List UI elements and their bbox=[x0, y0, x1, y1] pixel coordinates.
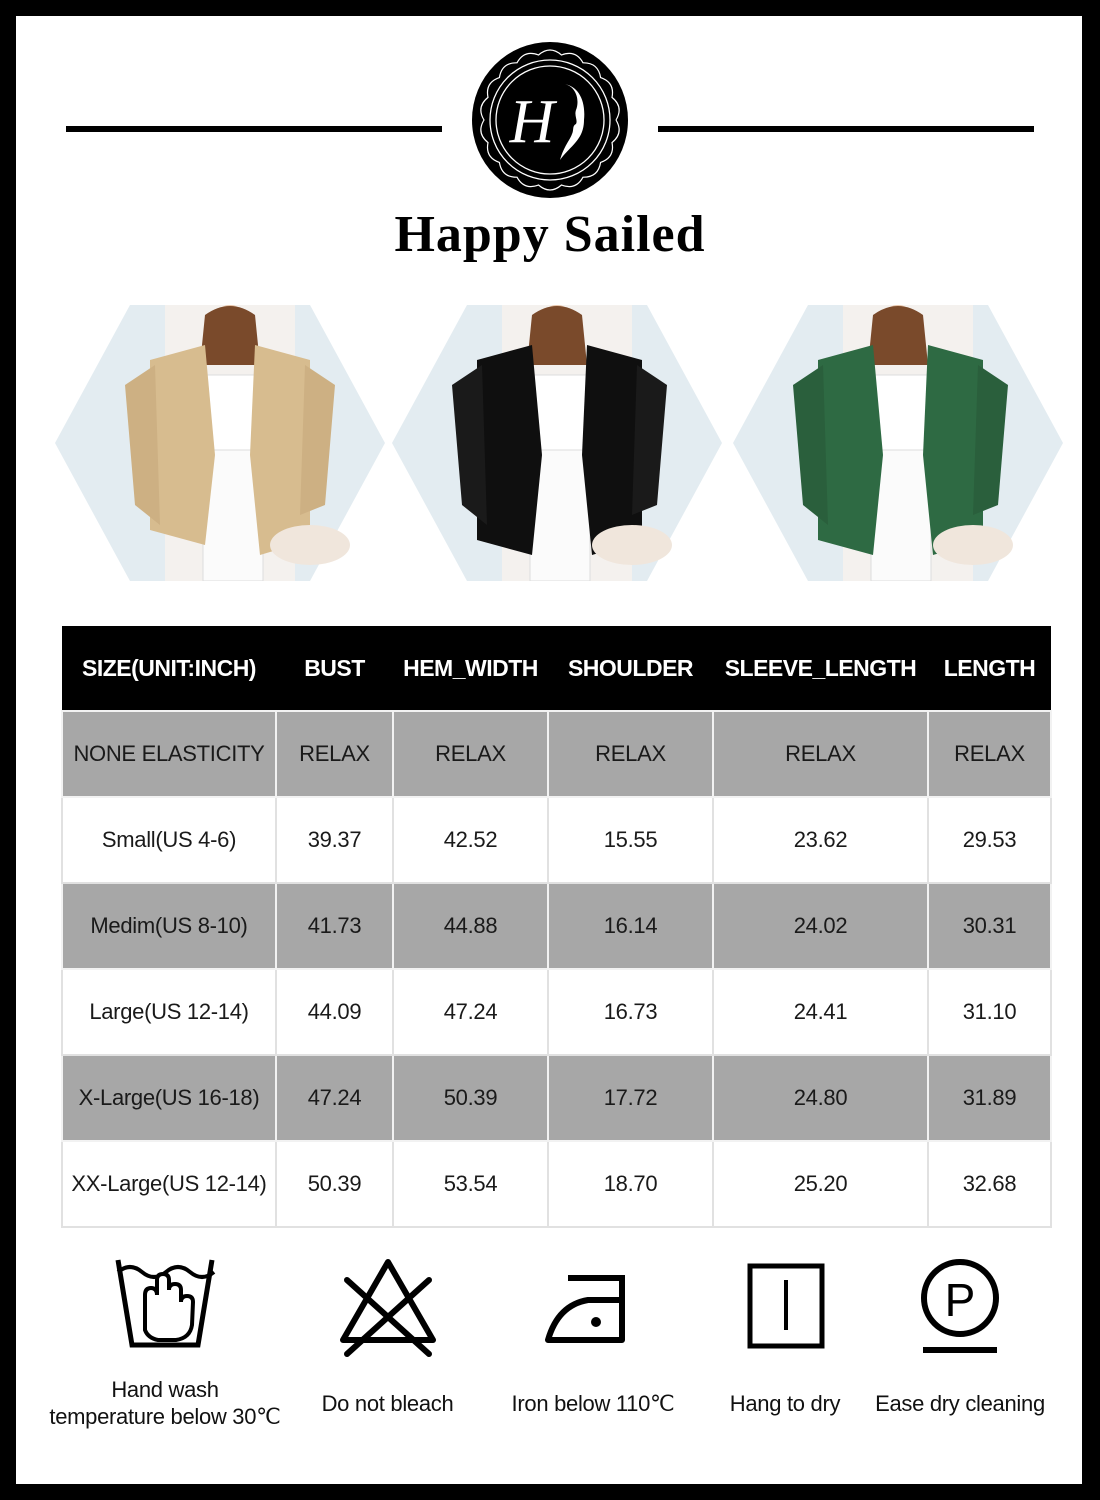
iron-icon bbox=[538, 1250, 648, 1360]
table-cell: 47.24 bbox=[276, 1055, 393, 1141]
header-hem-width: HEM_WIDTH bbox=[393, 626, 548, 711]
table-cell: XX-Large(US 12-14) bbox=[62, 1141, 276, 1227]
table-cell: 17.72 bbox=[548, 1055, 713, 1141]
table-cell: 16.73 bbox=[548, 969, 713, 1055]
care-iron bbox=[498, 1250, 688, 1417]
table-cell: 16.14 bbox=[548, 883, 713, 969]
table-cell: 41.73 bbox=[276, 883, 393, 969]
product-photo-black bbox=[392, 305, 722, 581]
header-size: SIZE(UNIT:INCH) bbox=[62, 626, 276, 711]
table-row bbox=[62, 797, 1051, 883]
dry-clean-icon bbox=[905, 1250, 1015, 1360]
care-label: Iron below 110℃ bbox=[511, 1391, 675, 1416]
table-cell: 24.80 bbox=[713, 1055, 928, 1141]
care-label: Hang to dry bbox=[729, 1391, 841, 1416]
no-bleach-icon bbox=[333, 1250, 443, 1360]
table-cell: RELAX bbox=[393, 711, 548, 797]
header-bust: BUST bbox=[276, 626, 393, 711]
header-rule-right bbox=[658, 126, 1034, 132]
table-row bbox=[62, 1141, 1051, 1227]
table-row bbox=[62, 969, 1051, 1055]
brand-logo bbox=[472, 42, 628, 198]
hang-dry-icon bbox=[730, 1250, 840, 1360]
table-cell: 15.55 bbox=[548, 797, 713, 883]
care-dry-clean bbox=[860, 1250, 1060, 1417]
table-cell: 32.68 bbox=[928, 1141, 1051, 1227]
table-cell: X-Large(US 16-18) bbox=[62, 1055, 276, 1141]
table-cell: 31.89 bbox=[928, 1055, 1051, 1141]
care-hand-wash bbox=[40, 1250, 290, 1430]
table-cell: 29.53 bbox=[928, 797, 1051, 883]
table-cell: 39.37 bbox=[276, 797, 393, 883]
product-photo-khaki bbox=[55, 305, 385, 581]
table-cell: 44.09 bbox=[276, 969, 393, 1055]
table-cell: RELAX bbox=[548, 711, 713, 797]
table-cell: NONE ELASTICITY bbox=[62, 711, 276, 797]
svg-text:H: H bbox=[509, 88, 555, 156]
table-row bbox=[62, 711, 1051, 797]
table-cell: 23.62 bbox=[713, 797, 928, 883]
table-cell: 50.39 bbox=[393, 1055, 548, 1141]
table-cell: 31.10 bbox=[928, 969, 1051, 1055]
care-label: temperature below 30℃ bbox=[49, 1404, 281, 1429]
svg-text:P: P bbox=[944, 1274, 976, 1326]
table-cell: RELAX bbox=[713, 711, 928, 797]
table-cell: 18.70 bbox=[548, 1141, 713, 1227]
header-rule-left bbox=[66, 126, 442, 132]
care-hang-dry bbox=[710, 1250, 860, 1417]
care-label: Hand wash bbox=[111, 1377, 219, 1402]
table-cell: 25.20 bbox=[713, 1141, 928, 1227]
table-cell: Medim(US 8-10) bbox=[62, 883, 276, 969]
table-cell: 30.31 bbox=[928, 883, 1051, 969]
table-cell: RELAX bbox=[276, 711, 393, 797]
header-sleeve-length: SLEEVE_LENGTH bbox=[713, 626, 928, 711]
header-length: LENGTH bbox=[928, 626, 1051, 711]
hand-wash-icon bbox=[110, 1250, 220, 1360]
size-chart-table bbox=[61, 626, 1052, 1228]
table-cell: 44.88 bbox=[393, 883, 548, 969]
table-cell: 50.39 bbox=[276, 1141, 393, 1227]
table-cell: RELAX bbox=[928, 711, 1051, 797]
care-label: Ease dry cleaning bbox=[875, 1391, 1045, 1416]
table-row bbox=[62, 883, 1051, 969]
table-cell: 24.41 bbox=[713, 969, 928, 1055]
table-cell: Large(US 12-14) bbox=[62, 969, 276, 1055]
product-photo-green bbox=[733, 305, 1063, 581]
table-cell: 42.52 bbox=[393, 797, 548, 883]
care-no-bleach bbox=[300, 1250, 475, 1417]
brand-name: Happy Sailed bbox=[394, 206, 706, 263]
table-cell: Small(US 4-6) bbox=[62, 797, 276, 883]
table-cell: 53.54 bbox=[393, 1141, 548, 1227]
header-shoulder: SHOULDER bbox=[548, 626, 713, 711]
table-header-row bbox=[62, 626, 1051, 711]
table-cell: 24.02 bbox=[713, 883, 928, 969]
table-row bbox=[62, 1055, 1051, 1141]
care-label: Do not bleach bbox=[321, 1391, 454, 1416]
table-cell: 47.24 bbox=[393, 969, 548, 1055]
